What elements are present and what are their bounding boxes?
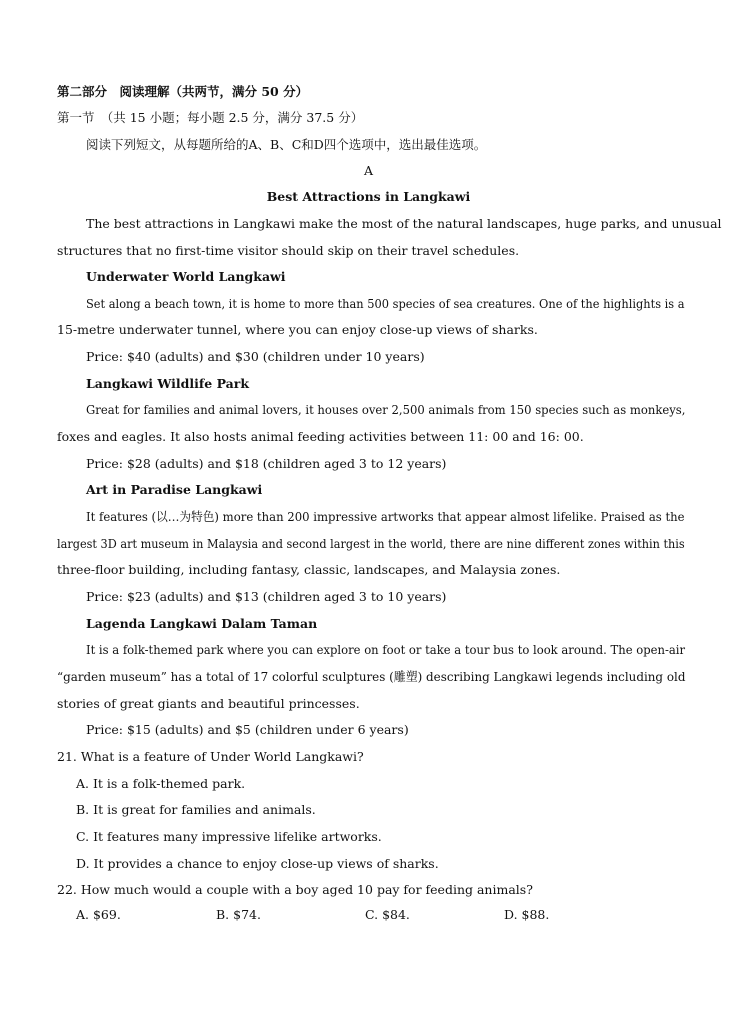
attraction-text: It features (以…为特色) more than 200 impressive artworks that appear almost lifelike. Praised as the [86,509,685,524]
attraction-price: Price: $40 (adults) and $30 (children under 10 years) [86,349,425,364]
attraction-text: “garden museum” has a total of 17 colorful sculptures (雕塑) describing Langkawi legends including old [57,669,686,684]
attraction-price: Price: $23 (adults) and $13 (children aged 3 to 10 years) [86,589,447,604]
attraction-name-art-in-paradise: Art in Paradise Langkawi [86,482,263,497]
question-22-option-c: C. $84. [365,907,410,922]
attraction-price: Price: $28 (adults) and $18 (children aged 3 to 12 years) [86,456,447,471]
question-22-option-d: D. $88. [504,907,550,922]
intro-line-2: structures that no first-time visitor should skip on their travel schedules. [57,243,520,258]
attraction-text: It is a folk-themed park where you can explore on foot or take a tour bus to look around. The open-air [86,642,686,657]
question-21-option-c: C. It features many impressive lifelike artworks. [76,829,382,844]
attraction-text: Set along a beach town, it is home to more than 500 species of sea creatures. One of the highlights is a [86,296,685,311]
question-21-option-a: A. It is a folk-themed park. [76,776,246,791]
instructions: 阅读下列短文，从每题所给的A、B、C和D四个选项中，选出最佳选项。 [86,137,487,152]
attraction-text: largest 3D art museum in Malaysia and second largest in the world, there are nine different zones within this [57,537,685,551]
question-22-option-a: A. $69. [76,907,121,922]
attraction-text: 15-metre underwater tunnel, where you can enjoy close-up views of sharks. [57,322,538,337]
attraction-name-underwater-world: Underwater World Langkawi [86,269,286,284]
attraction-name-lagenda: Lagenda Langkawi Dalam Taman [86,616,318,631]
question-21-stem: 21. What is a feature of Under World Langkawi? [57,749,364,764]
attraction-price: Price: $15 (adults) and $5 (children under 6 years) [86,722,409,737]
attraction-text: Great for families and animal lovers, it houses over 2,500 animals from 150 species such as monkeys, [86,402,686,417]
subsection-heading: 第一节 （共 15 小题；每小题 2.5 分，满分 37.5 分） [57,110,364,125]
question-21-option-b: B. It is great for families and animals. [76,802,316,817]
intro-text-1: The best attractions in Langkawi make the most of the natural landscapes, huge parks, and unusual [86,216,722,231]
attraction-text: stories of great giants and beautiful princesses. [57,696,360,711]
question-21-option-d: D. It provides a chance to enjoy close-up views of sharks. [76,856,439,871]
passage-title: Best Attractions in Langkawi [266,189,471,204]
intro-line-1 [57,216,722,232]
attraction-text: three-floor building, including fantasy, classic, landscapes, and Malaysia zones. [57,562,561,577]
passage-letter: A [363,163,374,178]
question-22-option-b: B. $74. [216,907,261,922]
part-heading: 第二部分 阅读理解（共两节，满分 50 分） [57,84,309,99]
attraction-name-wildlife-park: Langkawi Wildlife Park [86,376,249,391]
question-22-stem: 22. How much would a couple with a boy aged 10 pay for feeding animals? [57,882,533,897]
attraction-text: foxes and eagles. It also hosts animal feeding activities between 11: 00 and 16: 00. [57,429,584,444]
